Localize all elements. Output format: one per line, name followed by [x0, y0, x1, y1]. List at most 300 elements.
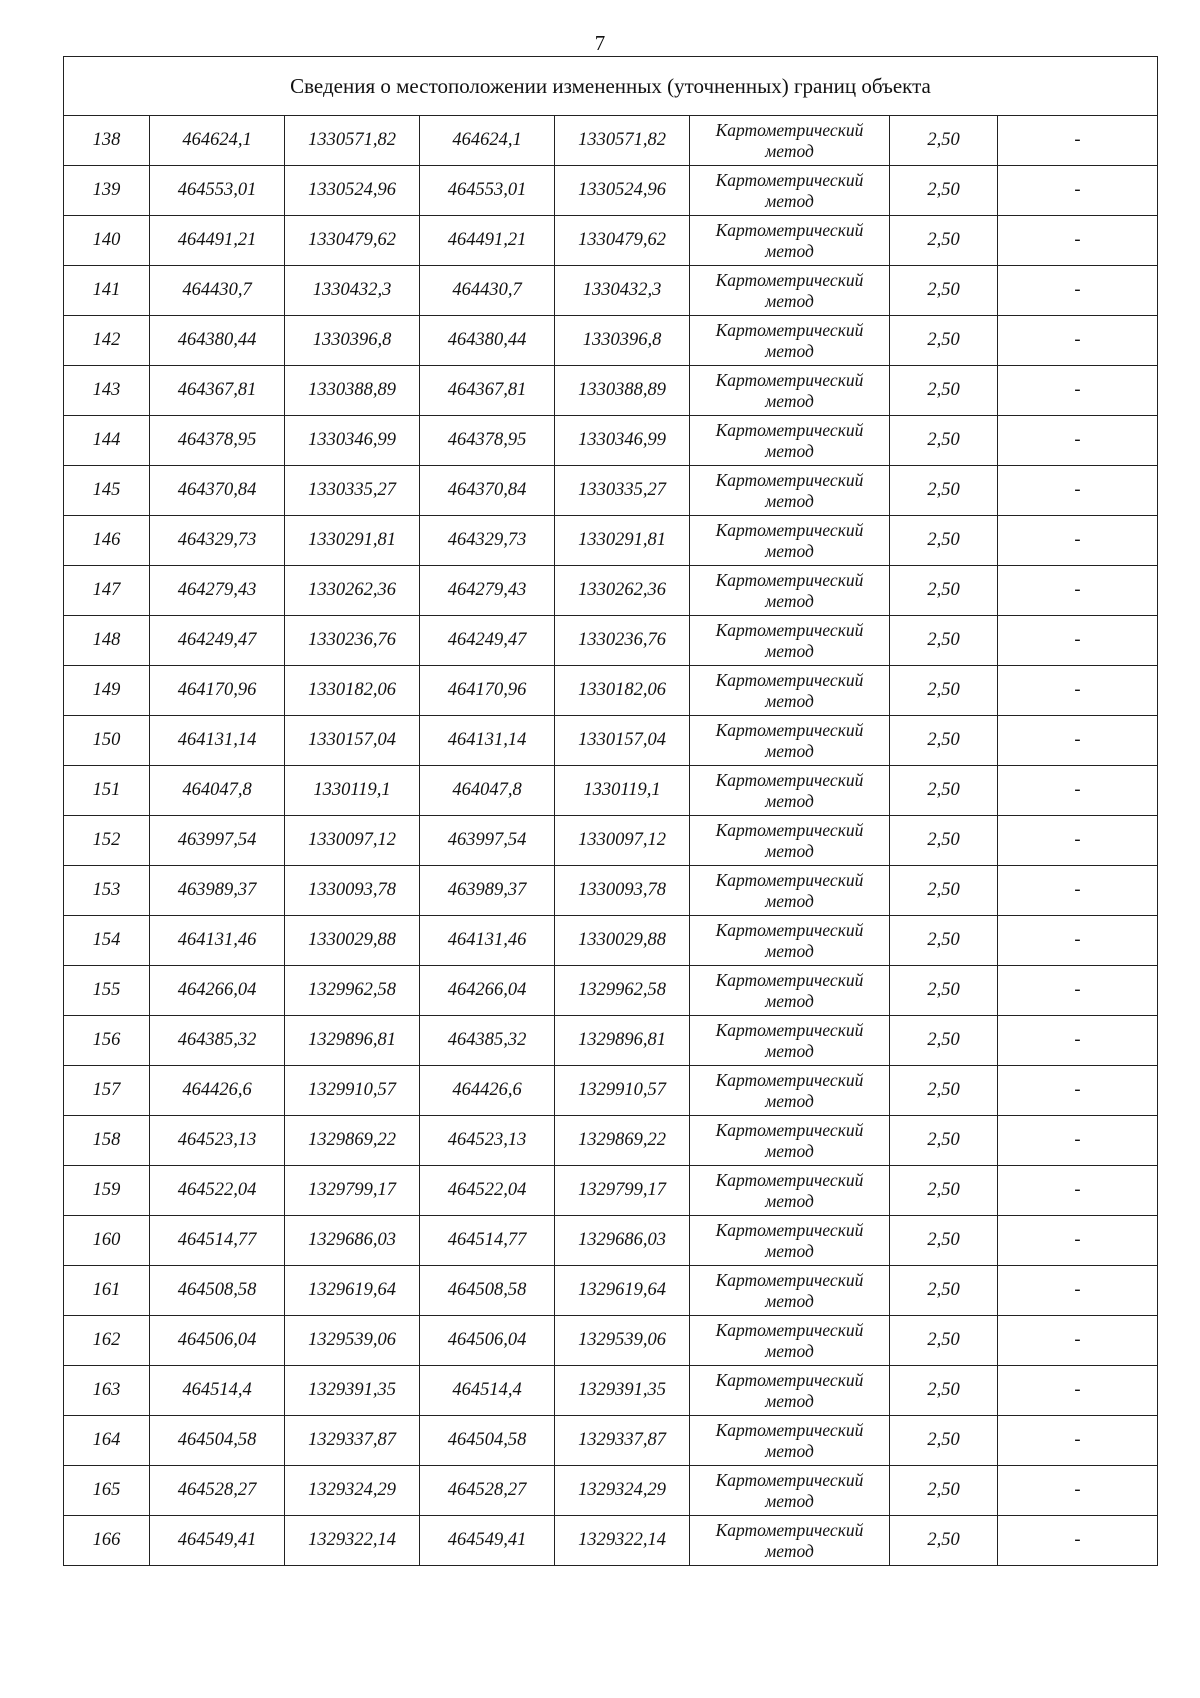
method-label-line2: метод: [765, 740, 814, 761]
existing-y-cell: 1330093,78: [285, 866, 420, 916]
method-label-line1: Картометрический: [715, 119, 864, 140]
note-cell: -: [998, 1366, 1158, 1416]
point-number-cell: 148: [64, 616, 150, 666]
method-label-line1: Картометрический: [715, 1519, 864, 1540]
point-number-cell: 166: [64, 1516, 150, 1566]
method-label-line1: Картометрический: [715, 319, 864, 340]
method-label-line1: Картометрический: [715, 1319, 864, 1340]
note-cell: -: [998, 216, 1158, 266]
method-label-line1: Картометрический: [715, 519, 864, 540]
table-row: [64, 1466, 1158, 1516]
existing-y-cell: 1330236,76: [285, 616, 420, 666]
existing-x-cell: 464047,8: [150, 766, 285, 816]
refined-x-cell: 463989,37: [420, 866, 555, 916]
table-row: [64, 966, 1158, 1016]
method-cell: [690, 216, 890, 266]
existing-y-cell: 1329539,06: [285, 1316, 420, 1366]
method-label-line1: Картометрический: [715, 369, 864, 390]
accuracy-cell: 2,50: [890, 1466, 998, 1516]
point-number-cell: 144: [64, 416, 150, 466]
existing-x-cell: 464131,46: [150, 916, 285, 966]
method-label-line2: метод: [765, 440, 814, 461]
refined-x-cell: 464380,44: [420, 316, 555, 366]
existing-y-cell: 1329962,58: [285, 966, 420, 1016]
method-label-line1: Картометрический: [715, 619, 864, 640]
existing-y-cell: 1330396,8: [285, 316, 420, 366]
refined-x-cell: 464514,4: [420, 1366, 555, 1416]
table-row: [64, 1166, 1158, 1216]
note-cell: -: [998, 1466, 1158, 1516]
point-number-cell: 151: [64, 766, 150, 816]
page-number: 7: [594, 31, 606, 55]
method-label-line1: Картометрический: [715, 469, 864, 490]
method-label-line1: Картометрический: [715, 1469, 864, 1490]
refined-x-cell: 464266,04: [420, 966, 555, 1016]
accuracy-cell: 2,50: [890, 1316, 998, 1366]
accuracy-cell: 2,50: [890, 766, 998, 816]
method-label-line2: метод: [765, 1140, 814, 1161]
table-row: [64, 416, 1158, 466]
accuracy-cell: 2,50: [890, 666, 998, 716]
refined-y-cell: 1329799,17: [555, 1166, 690, 1216]
refined-x-cell: 464279,43: [420, 566, 555, 616]
method-cell: [690, 1316, 890, 1366]
point-number-cell: 156: [64, 1016, 150, 1066]
method-label-line2: метод: [765, 140, 814, 161]
existing-y-cell: 1330524,96: [285, 166, 420, 216]
note-cell: -: [998, 1116, 1158, 1166]
method-label-line1: Картометрический: [715, 1269, 864, 1290]
table-row: [64, 1266, 1158, 1316]
refined-y-cell: 1330479,62: [555, 216, 690, 266]
accuracy-cell: 2,50: [890, 1066, 998, 1116]
method-cell: [690, 466, 890, 516]
method-cell: [690, 916, 890, 966]
existing-x-cell: 464522,04: [150, 1166, 285, 1216]
table-row: [64, 1016, 1158, 1066]
existing-x-cell: 464380,44: [150, 316, 285, 366]
existing-y-cell: 1329869,22: [285, 1116, 420, 1166]
existing-x-cell: 463989,37: [150, 866, 285, 916]
note-cell: -: [998, 1266, 1158, 1316]
accuracy-cell: 2,50: [890, 916, 998, 966]
refined-x-cell: 464528,27: [420, 1466, 555, 1516]
existing-x-cell: 464553,01: [150, 166, 285, 216]
refined-y-cell: 1330093,78: [555, 866, 690, 916]
existing-x-cell: 464514,4: [150, 1366, 285, 1416]
existing-y-cell: 1330097,12: [285, 816, 420, 866]
point-number-cell: 154: [64, 916, 150, 966]
method-label-line2: метод: [765, 1340, 814, 1361]
note-cell: -: [998, 366, 1158, 416]
note-cell: -: [998, 1016, 1158, 1066]
refined-y-cell: 1329619,64: [555, 1266, 690, 1316]
table-row: [64, 366, 1158, 416]
table-row: [64, 1516, 1158, 1566]
refined-y-cell: 1330432,3: [555, 266, 690, 316]
accuracy-cell: 2,50: [890, 316, 998, 366]
method-label-line1: Картометрический: [715, 1169, 864, 1190]
refined-x-cell: 464553,01: [420, 166, 555, 216]
method-label-line1: Картометрический: [715, 869, 864, 890]
point-number-cell: 152: [64, 816, 150, 866]
point-number-cell: 158: [64, 1116, 150, 1166]
note-cell: -: [998, 1516, 1158, 1566]
existing-x-cell: 464367,81: [150, 366, 285, 416]
table-row: [64, 466, 1158, 516]
method-cell: [690, 766, 890, 816]
existing-x-cell: 464508,58: [150, 1266, 285, 1316]
table-row: [64, 316, 1158, 366]
method-label-line2: метод: [765, 790, 814, 811]
existing-y-cell: 1330262,36: [285, 566, 420, 616]
existing-x-cell: 464506,04: [150, 1316, 285, 1366]
method-label-line2: метод: [765, 290, 814, 311]
table-row: [64, 816, 1158, 866]
existing-x-cell: 464329,73: [150, 516, 285, 566]
boundary-coordinates-table: [63, 56, 1158, 1566]
method-cell: [690, 616, 890, 666]
accuracy-cell: 2,50: [890, 716, 998, 766]
note-cell: -: [998, 166, 1158, 216]
note-cell: -: [998, 1166, 1158, 1216]
table-row: [64, 1366, 1158, 1416]
refined-x-cell: 464131,14: [420, 716, 555, 766]
refined-x-cell: 464378,95: [420, 416, 555, 466]
refined-x-cell: 464491,21: [420, 216, 555, 266]
point-number-cell: 147: [64, 566, 150, 616]
method-label-line1: Картометрический: [715, 1069, 864, 1090]
accuracy-cell: 2,50: [890, 1366, 998, 1416]
refined-x-cell: 464170,96: [420, 666, 555, 716]
refined-y-cell: 1330396,8: [555, 316, 690, 366]
existing-y-cell: 1330479,62: [285, 216, 420, 266]
refined-y-cell: 1329910,57: [555, 1066, 690, 1116]
method-label-line1: Картометрический: [715, 1219, 864, 1240]
method-label-line2: метод: [765, 1540, 814, 1561]
existing-y-cell: 1330182,06: [285, 666, 420, 716]
note-cell: -: [998, 116, 1158, 166]
refined-x-cell: 464426,6: [420, 1066, 555, 1116]
existing-y-cell: 1330157,04: [285, 716, 420, 766]
table-row: [64, 516, 1158, 566]
method-cell: [690, 516, 890, 566]
refined-x-cell: 464514,77: [420, 1216, 555, 1266]
method-label-line2: метод: [765, 590, 814, 611]
note-cell: -: [998, 1216, 1158, 1266]
accuracy-cell: 2,50: [890, 416, 998, 466]
accuracy-cell: 2,50: [890, 566, 998, 616]
refined-y-cell: 1329322,14: [555, 1516, 690, 1566]
note-cell: -: [998, 466, 1158, 516]
table-row: [64, 716, 1158, 766]
method-label-line1: Картометрический: [715, 1419, 864, 1440]
existing-y-cell: 1330432,3: [285, 266, 420, 316]
refined-y-cell: 1329896,81: [555, 1016, 690, 1066]
refined-y-cell: 1330571,82: [555, 116, 690, 166]
point-number-cell: 162: [64, 1316, 150, 1366]
method-label-line2: метод: [765, 990, 814, 1011]
method-cell: [690, 866, 890, 916]
point-number-cell: 161: [64, 1266, 150, 1316]
method-cell: [690, 1166, 890, 1216]
accuracy-cell: 2,50: [890, 216, 998, 266]
accuracy-cell: 2,50: [890, 116, 998, 166]
note-cell: -: [998, 766, 1158, 816]
method-label-line1: Картометрический: [715, 1119, 864, 1140]
refined-x-cell: 464624,1: [420, 116, 555, 166]
accuracy-cell: 2,50: [890, 166, 998, 216]
method-label-line1: Картометрический: [715, 419, 864, 440]
method-label-line1: Картометрический: [715, 219, 864, 240]
refined-y-cell: 1329391,35: [555, 1366, 690, 1416]
method-cell: [690, 716, 890, 766]
accuracy-cell: 2,50: [890, 966, 998, 1016]
method-label-line1: Картометрический: [715, 719, 864, 740]
table-row: [64, 566, 1158, 616]
point-number-cell: 141: [64, 266, 150, 316]
existing-y-cell: 1329324,29: [285, 1466, 420, 1516]
existing-x-cell: 464624,1: [150, 116, 285, 166]
note-cell: -: [998, 816, 1158, 866]
refined-y-cell: 1330029,88: [555, 916, 690, 966]
point-number-cell: 163: [64, 1366, 150, 1416]
method-cell: [690, 1366, 890, 1416]
existing-y-cell: 1329322,14: [285, 1516, 420, 1566]
existing-y-cell: 1330346,99: [285, 416, 420, 466]
method-cell: [690, 1416, 890, 1466]
method-label-line2: метод: [765, 1390, 814, 1411]
accuracy-cell: 2,50: [890, 266, 998, 316]
existing-x-cell: 464385,32: [150, 1016, 285, 1066]
refined-y-cell: 1329869,22: [555, 1116, 690, 1166]
accuracy-cell: 2,50: [890, 1216, 998, 1266]
method-label-line1: Картометрический: [715, 669, 864, 690]
refined-y-cell: 1329962,58: [555, 966, 690, 1016]
table-row: [64, 266, 1158, 316]
existing-x-cell: 464249,47: [150, 616, 285, 666]
note-cell: -: [998, 1416, 1158, 1466]
existing-x-cell: 464170,96: [150, 666, 285, 716]
existing-y-cell: 1329896,81: [285, 1016, 420, 1066]
method-cell: [690, 416, 890, 466]
refined-x-cell: 464047,8: [420, 766, 555, 816]
note-cell: -: [998, 966, 1158, 1016]
point-number-cell: 145: [64, 466, 150, 516]
method-cell: [690, 966, 890, 1016]
existing-y-cell: 1329337,87: [285, 1416, 420, 1466]
note-cell: -: [998, 666, 1158, 716]
method-cell: [690, 266, 890, 316]
method-label-line2: метод: [765, 340, 814, 361]
accuracy-cell: 2,50: [890, 616, 998, 666]
accuracy-cell: 2,50: [890, 1166, 998, 1216]
refined-x-cell: 464523,13: [420, 1116, 555, 1166]
refined-x-cell: 464522,04: [420, 1166, 555, 1216]
existing-x-cell: 464378,95: [150, 416, 285, 466]
method-cell: [690, 116, 890, 166]
existing-x-cell: 464549,41: [150, 1516, 285, 1566]
table-row: [64, 616, 1158, 666]
refined-y-cell: 1329539,06: [555, 1316, 690, 1366]
existing-x-cell: 464370,84: [150, 466, 285, 516]
existing-y-cell: 1330335,27: [285, 466, 420, 516]
refined-x-cell: 464504,58: [420, 1416, 555, 1466]
refined-x-cell: 464131,46: [420, 916, 555, 966]
existing-y-cell: 1329799,17: [285, 1166, 420, 1216]
refined-x-cell: 464370,84: [420, 466, 555, 516]
method-cell: [690, 166, 890, 216]
method-label-line2: метод: [765, 690, 814, 711]
existing-x-cell: 464266,04: [150, 966, 285, 1016]
existing-x-cell: 464514,77: [150, 1216, 285, 1266]
method-label-line2: метод: [765, 240, 814, 261]
existing-x-cell: 464426,6: [150, 1066, 285, 1116]
accuracy-cell: 2,50: [890, 516, 998, 566]
existing-x-cell: 463997,54: [150, 816, 285, 866]
method-cell: [690, 1116, 890, 1166]
refined-y-cell: 1330097,12: [555, 816, 690, 866]
method-cell: [690, 1066, 890, 1116]
existing-y-cell: 1329910,57: [285, 1066, 420, 1116]
point-number-cell: 157: [64, 1066, 150, 1116]
method-label-line1: Картометрический: [715, 569, 864, 590]
existing-y-cell: 1329686,03: [285, 1216, 420, 1266]
method-label-line2: метод: [765, 1240, 814, 1261]
method-label-line2: метод: [765, 1090, 814, 1111]
method-cell: [690, 316, 890, 366]
method-label-line1: Картометрический: [715, 169, 864, 190]
existing-x-cell: 464528,27: [150, 1466, 285, 1516]
method-label-line1: Картометрический: [715, 769, 864, 790]
point-number-cell: 146: [64, 516, 150, 566]
existing-x-cell: 464504,58: [150, 1416, 285, 1466]
refined-y-cell: 1330157,04: [555, 716, 690, 766]
method-label-line1: Картометрический: [715, 1369, 864, 1390]
table-title: Сведения о местоположении измененных (уточненных) границ объекта: [64, 57, 1158, 116]
accuracy-cell: 2,50: [890, 1266, 998, 1316]
existing-x-cell: 464279,43: [150, 566, 285, 616]
point-number-cell: 160: [64, 1216, 150, 1266]
method-cell: [690, 1216, 890, 1266]
point-number-cell: 153: [64, 866, 150, 916]
existing-x-cell: 464131,14: [150, 716, 285, 766]
method-label-line2: метод: [765, 1290, 814, 1311]
existing-x-cell: 464430,7: [150, 266, 285, 316]
point-number-cell: 138: [64, 116, 150, 166]
note-cell: -: [998, 866, 1158, 916]
refined-y-cell: 1330335,27: [555, 466, 690, 516]
accuracy-cell: 2,50: [890, 466, 998, 516]
existing-y-cell: 1330119,1: [285, 766, 420, 816]
note-cell: -: [998, 1316, 1158, 1366]
point-number-cell: 140: [64, 216, 150, 266]
refined-y-cell: 1329686,03: [555, 1216, 690, 1266]
point-number-cell: 165: [64, 1466, 150, 1516]
note-cell: -: [998, 316, 1158, 366]
note-cell: -: [998, 916, 1158, 966]
table-row: [64, 166, 1158, 216]
refined-y-cell: 1330262,36: [555, 566, 690, 616]
method-cell: [690, 566, 890, 616]
refined-y-cell: 1330291,81: [555, 516, 690, 566]
table-body: [64, 57, 1158, 1566]
refined-y-cell: 1329324,29: [555, 1466, 690, 1516]
method-label-line2: метод: [765, 390, 814, 411]
method-label-line1: Картометрический: [715, 969, 864, 990]
table-row: [64, 916, 1158, 966]
refined-x-cell: 463997,54: [420, 816, 555, 866]
accuracy-cell: 2,50: [890, 1116, 998, 1166]
table-row: [64, 1116, 1158, 1166]
method-label-line2: метод: [765, 1490, 814, 1511]
existing-y-cell: 1329619,64: [285, 1266, 420, 1316]
refined-y-cell: 1330236,76: [555, 616, 690, 666]
table-title-row: [64, 57, 1158, 116]
method-cell: [690, 366, 890, 416]
table-row: [64, 866, 1158, 916]
method-label-line2: метод: [765, 840, 814, 861]
table-row: [64, 1416, 1158, 1466]
method-label-line2: метод: [765, 640, 814, 661]
method-label-line2: метод: [765, 190, 814, 211]
table-row: [64, 216, 1158, 266]
refined-y-cell: 1330119,1: [555, 766, 690, 816]
accuracy-cell: 2,50: [890, 366, 998, 416]
method-cell: [690, 1466, 890, 1516]
refined-y-cell: 1330182,06: [555, 666, 690, 716]
method-label-line2: метод: [765, 1190, 814, 1211]
table-row: [64, 116, 1158, 166]
point-number-cell: 164: [64, 1416, 150, 1466]
existing-x-cell: 464523,13: [150, 1116, 285, 1166]
point-number-cell: 149: [64, 666, 150, 716]
existing-y-cell: 1330388,89: [285, 366, 420, 416]
method-cell: [690, 666, 890, 716]
note-cell: -: [998, 616, 1158, 666]
method-label-line2: метод: [765, 890, 814, 911]
method-label-line1: Картометрический: [715, 269, 864, 290]
refined-y-cell: 1330346,99: [555, 416, 690, 466]
method-label-line2: метод: [765, 540, 814, 561]
table-row: [64, 1066, 1158, 1116]
refined-x-cell: 464329,73: [420, 516, 555, 566]
accuracy-cell: 2,50: [890, 1016, 998, 1066]
method-label-line1: Картометрический: [715, 819, 864, 840]
method-label-line2: метод: [765, 1440, 814, 1461]
refined-x-cell: 464430,7: [420, 266, 555, 316]
point-number-cell: 142: [64, 316, 150, 366]
accuracy-cell: 2,50: [890, 1416, 998, 1466]
existing-y-cell: 1330291,81: [285, 516, 420, 566]
method-label-line2: метод: [765, 940, 814, 961]
existing-y-cell: 1330571,82: [285, 116, 420, 166]
note-cell: -: [998, 566, 1158, 616]
existing-y-cell: 1329391,35: [285, 1366, 420, 1416]
note-cell: -: [998, 1066, 1158, 1116]
method-label-line1: Картометрический: [715, 919, 864, 940]
method-cell: [690, 1266, 890, 1316]
point-number-cell: 143: [64, 366, 150, 416]
accuracy-cell: 2,50: [890, 866, 998, 916]
refined-y-cell: 1330524,96: [555, 166, 690, 216]
refined-x-cell: 464549,41: [420, 1516, 555, 1566]
existing-y-cell: 1330029,88: [285, 916, 420, 966]
note-cell: -: [998, 516, 1158, 566]
refined-y-cell: 1330388,89: [555, 366, 690, 416]
refined-x-cell: 464385,32: [420, 1016, 555, 1066]
method-cell: [690, 1016, 890, 1066]
